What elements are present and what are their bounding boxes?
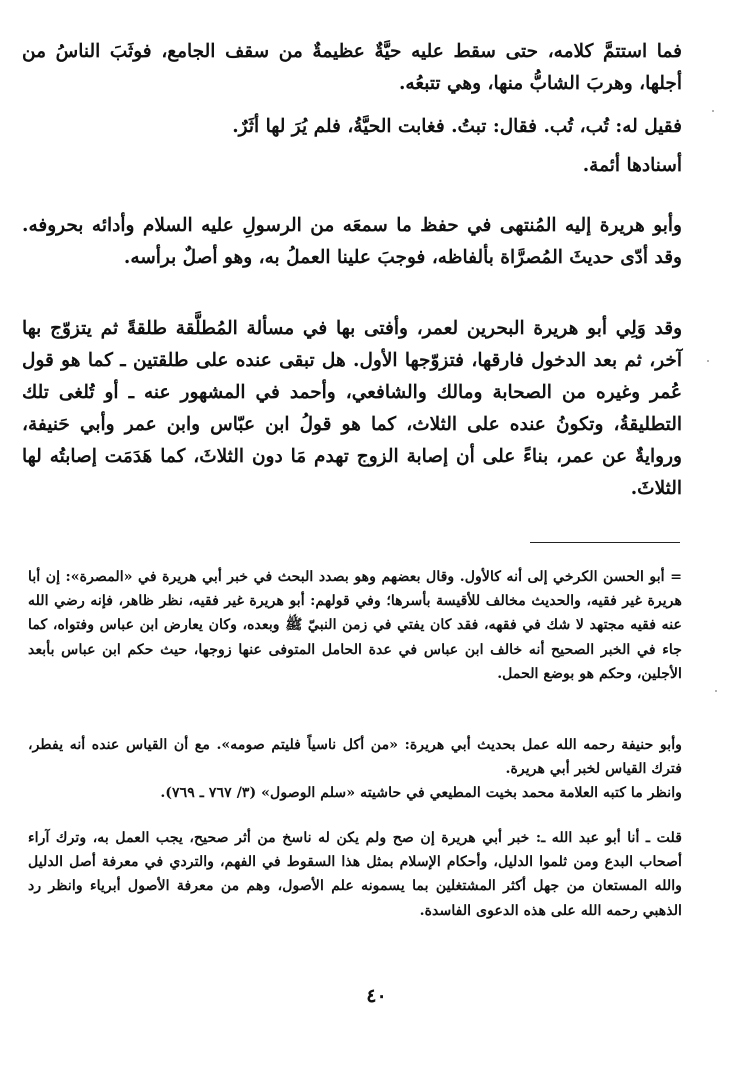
footnote-separator: [530, 542, 680, 543]
footnote-abu-hanifa: وأبو حنيفة رحمه الله عمل بحديث أبي هريرة: «من أكل ناسياً فليتم صومه». مع أن القياس عنده أنه يفطر، فترك القياس لخبر أبي هريرة.: [28, 737, 682, 778]
footnote-author-comment: قلت ـ أنا أبو عبد الله ـ: خبر أبي هريرة إن صح ولم يكن له ناسخ من أثر صحيح، يجب العمل به، وترك آراء أصحاب البدع ومن ثلموا الدليل، وأحكام الإسلام بمثل هذا السقوط في الفهم، والتردي في معرفة أصل الدليل والله المستعان من جهل أكثر المشتغلين بما يسمونه علم الأصول، وهم من معرفة الأصول أبرياء وانظر رد الذهبي رحمه الله على هذه الدعوى الفاسدة.: [28, 830, 682, 919]
scan-speck: [707, 360, 709, 362]
paragraph-repentance: فقيل له: تُب، تُب. فقال: تبتُ. فغابت الحيَّةُ، فلم يُرَ لها أثَرٌ.: [232, 116, 682, 137]
paragraph-bahrain-fatwa: وقد وَلِي أبو هريرة البحرين لعمر، وأفتى بها في مسألة المُطلَّقة طلقةً ثم يتزوّج بها آخر، ثم بعد الدخول فارقها، فتزوّجها الأول. هل تبقى عنده على طلقتين ـ كما هو قول عُمر وغيره من الصحابة ومالك والشافعي، وأحمد في المشهور عنه ـ أو تُلغى تلك التطليقةُ، وتكونُ عنده على الثلاث، كما هو قولُ ابن عبّاس وابن عمر وأبي حَنيفة، وروايةٌ عن عمر، بناءً على أن إصابة الزوج تهدم مَا دون الثلاثَ، كما هَدَمَت إصابتُه لها الثلاثَ.: [22, 318, 682, 499]
paragraph-abu-hurayra-memory: وأبو هريرة إليه المُنتهى في حفظ ما سمعَه من الرسولِ عليه السلام وأدائه بحروفه. وقد أدّى حديثَ المُصرَّاة بألفاظه، فوجبَ علينا العملُ به، وهو أصلٌ برأسه.: [22, 215, 682, 268]
paragraph-chain-note: أسنادها أئمة.: [582, 155, 682, 176]
paragraph-snake-story: فما استتمَّ كلامه، حتى سقط عليه حيَّةٌ عظيمةٌ من سقف الجامع، فوثَبَ الناسُ من أجلها، وهربَ الشابُّ منها، وهي تتبعُه.: [22, 41, 682, 94]
page-number: ٤٠: [366, 985, 387, 1007]
footnote-karkhi: = أبو الحسن الكرخي إلى أنه كالأول. وقال بعضهم وهو بصدد البحث في خبر أبي هريرة في «المصرة»: إن أبا هريرة غير فقيه، والحديث مخالف للأقيسة بأسرها؛ وفي قولهم: أبو هريرة غير فقيه، نظر ظاهر، فإنه رضي الله عنه فقيه مجتهد لا شك في فقهه، فقد كان يفتي في زمن النبيّ ﷺ وبعده، وكان يعارض ابن عباس وفتواه، كما جاء في الخبر الصحيح أنه خالف ابن عباس في عدة الحامل المتوفى عنها زوجها، حيث حكم ابن عباس بأبعد الأجلين، وحكم هو بوضع الحمل.: [28, 569, 682, 682]
footnote-mutii-reference: وانظر ما كتبه العلامة محمد بخيت المطيعي في حاشيته «سلم الوصول» (٣/ ٧٦٧ ـ ٧٦٩).: [160, 785, 682, 801]
scan-speck: [715, 690, 717, 692]
scan-speck: [712, 110, 714, 112]
